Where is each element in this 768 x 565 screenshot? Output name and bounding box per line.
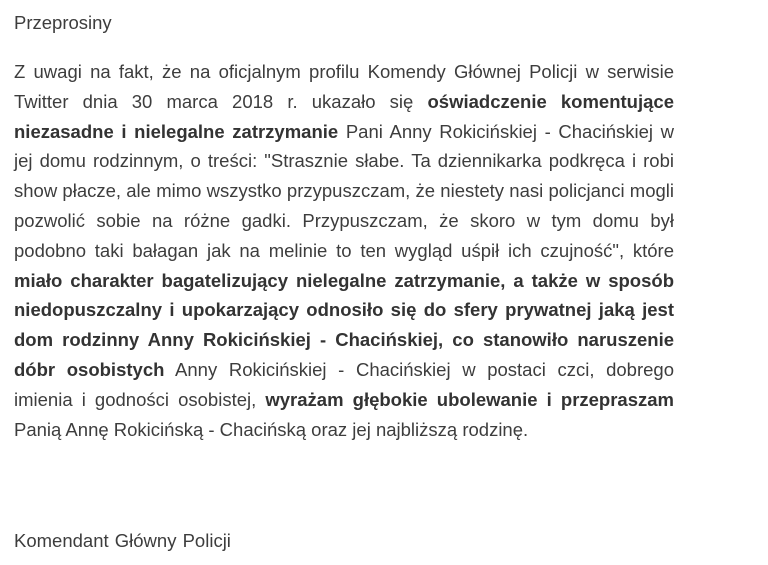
body-text-segment: Pani Anny Rokicińskiej - Chacińskiej w jej domu rodzinnym, o treści: "Strasznie słabe. Ta dziennikarka podkręca i robi show płacze, ale mimo wszystko przypuszczam, że niestety nasi policjanci mogli pozwolić sobie na różne gadki. Przypuszczam, że skoro w tym domu był podobno taki bałagan jak na melinie to ten wygląd uśpił ich czujność", które xyxy=(14,120,674,261)
document-title: Przeprosiny xyxy=(14,12,112,33)
body-text-emphasis: oświadczenie komentujące niezasadne i nielegalne zatrzymanie xyxy=(14,90,674,142)
body-text-emphasis: miało charakter bagatelizujący nielegalne zatrzymanie, a także w sposób niedopuszczalny i upokarzający odnosiło się do sfery prywatnej jaką jest dom rodzinny Anny Rokicińskiej - Chacińskiej, co stanowiło naruszenie dóbr osobistych xyxy=(14,269,674,380)
signature: Komendant Główny Policji xyxy=(14,530,231,551)
body-text-segment: Anny Rokicińskiej - Chacińskiej w postaci czci, dobrego imienia i godności osobistej, xyxy=(14,358,674,410)
body-text-segment: Panią Annę Rokicińską - Chacińską oraz jej najbliższą rodzinę. xyxy=(14,418,529,440)
body-text-emphasis: wyrażam głębokie ubolewanie i przepraszam xyxy=(265,388,674,410)
apology-body xyxy=(14,57,674,444)
body-text-segment: Z uwagi na fakt, że na oficjalnym profilu Komendy Głównej Policji w serwisie Twitter dnia 30 marca 2018 r. ukazało się xyxy=(14,61,674,112)
